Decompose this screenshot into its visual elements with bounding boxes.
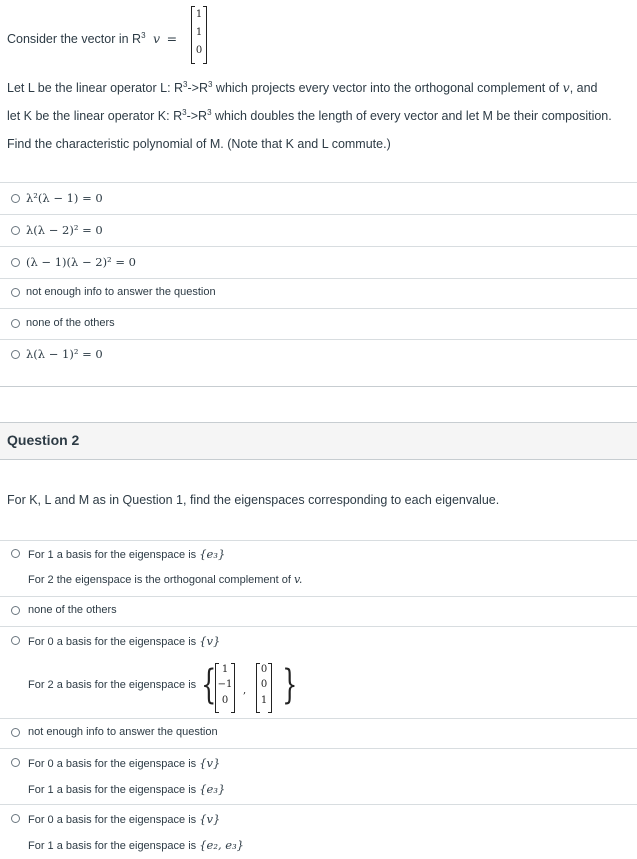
option-label: λ²(λ − 1) = 0 <box>26 191 103 205</box>
radio-button[interactable] <box>11 728 20 737</box>
q2-option[interactable] <box>0 804 637 859</box>
vector-v <box>191 6 207 62</box>
basis-vector <box>215 663 235 711</box>
vector-v-entry: 0 <box>195 45 203 56</box>
q1-option[interactable] <box>0 339 637 372</box>
vector-entry: 0 <box>260 679 268 690</box>
q1-line2: let K be the linear operator K: $R^3->R^3$ which doubles the length of every vector and let M be their composition. <box>7 108 612 124</box>
radio-button[interactable] <box>11 636 20 645</box>
q1-option[interactable] <box>0 246 637 279</box>
q1-option[interactable] <box>0 182 637 215</box>
radio-button[interactable] <box>11 226 20 235</box>
option-line: For 2 a basis for the eigenspace is <box>28 679 197 691</box>
q2-option[interactable] <box>0 748 637 805</box>
q2-option[interactable] <box>0 718 637 749</box>
q1-line3: Find the characteristic polynomial of M. (Note that K and L commute.) <box>7 137 391 151</box>
vector-entry: 0 <box>260 664 268 675</box>
q1-option[interactable] <box>0 214 637 247</box>
option-label: λ(λ − 2)² = 0 <box>26 223 103 237</box>
vector-entry: −1 <box>217 679 233 690</box>
q2-option[interactable] <box>0 596 637 627</box>
q2-option[interactable] <box>0 626 637 719</box>
option-label: none of the others <box>26 317 115 329</box>
option-line: For 1 a basis for the eigenspace is {e₂, e₃} <box>28 838 244 852</box>
option-line: For 1 a basis for the eigenspace is {e₃} <box>28 547 226 561</box>
q1-option[interactable] <box>0 308 637 340</box>
radio-button[interactable] <box>11 258 20 267</box>
option-label: not enough info to answer the question <box>28 726 218 738</box>
q1-option[interactable] <box>0 278 637 309</box>
vector-entry: 0 <box>221 695 229 706</box>
set-brace-close: } <box>282 662 298 708</box>
option-label: λ(λ − 1)² = 0 <box>26 347 103 361</box>
set-brace-open: { <box>201 662 217 708</box>
q2-option[interactable] <box>0 540 637 597</box>
radio-button[interactable] <box>11 549 20 558</box>
radio-button[interactable] <box>11 288 20 297</box>
q1-divider <box>0 386 637 387</box>
radio-button[interactable] <box>11 758 20 767</box>
option-line: For 0 a basis for the eigenspace is {v} <box>28 756 221 770</box>
option-label: not enough info to answer the question <box>26 286 216 298</box>
vector-entry: 1 <box>260 695 268 706</box>
option-label: (λ − 1)(λ − 2)² = 0 <box>26 255 136 269</box>
vector-v-entry: 1 <box>195 9 203 20</box>
vector-v-entry: 1 <box>195 27 203 38</box>
option-line: For 1 a basis for the eigenspace is {e₃} <box>28 782 226 796</box>
vector-separator: , <box>243 685 247 696</box>
vector-entry: 1 <box>221 664 229 675</box>
radio-button[interactable] <box>11 350 20 359</box>
q2-header-bar <box>0 422 637 460</box>
q1-intro: Consider the vector in $R^3$ v = <box>7 31 178 47</box>
radio-button[interactable] <box>11 606 20 615</box>
option-line: For 0 a basis for the eigenspace is {v} <box>28 812 221 826</box>
option-label: none of the others <box>28 604 117 616</box>
option-line: For 2 the eigenspace is the orthogonal complement of v. <box>28 573 303 586</box>
q2-prompt: For K, L and M as in Question 1, find the eigenspaces corresponding to each eigenvalue. <box>7 493 500 507</box>
radio-button[interactable] <box>11 814 20 823</box>
q2-header: Question 2 <box>7 432 80 448</box>
radio-button[interactable] <box>11 319 20 328</box>
option-line: For 0 a basis for the eigenspace is {v} <box>28 634 221 648</box>
basis-vector <box>256 663 272 711</box>
q1-line1: Let L be the linear operator L: $R^3->R^3$ which projects every vector into the orthogonal complement of v, and <box>7 80 598 96</box>
radio-button[interactable] <box>11 194 20 203</box>
